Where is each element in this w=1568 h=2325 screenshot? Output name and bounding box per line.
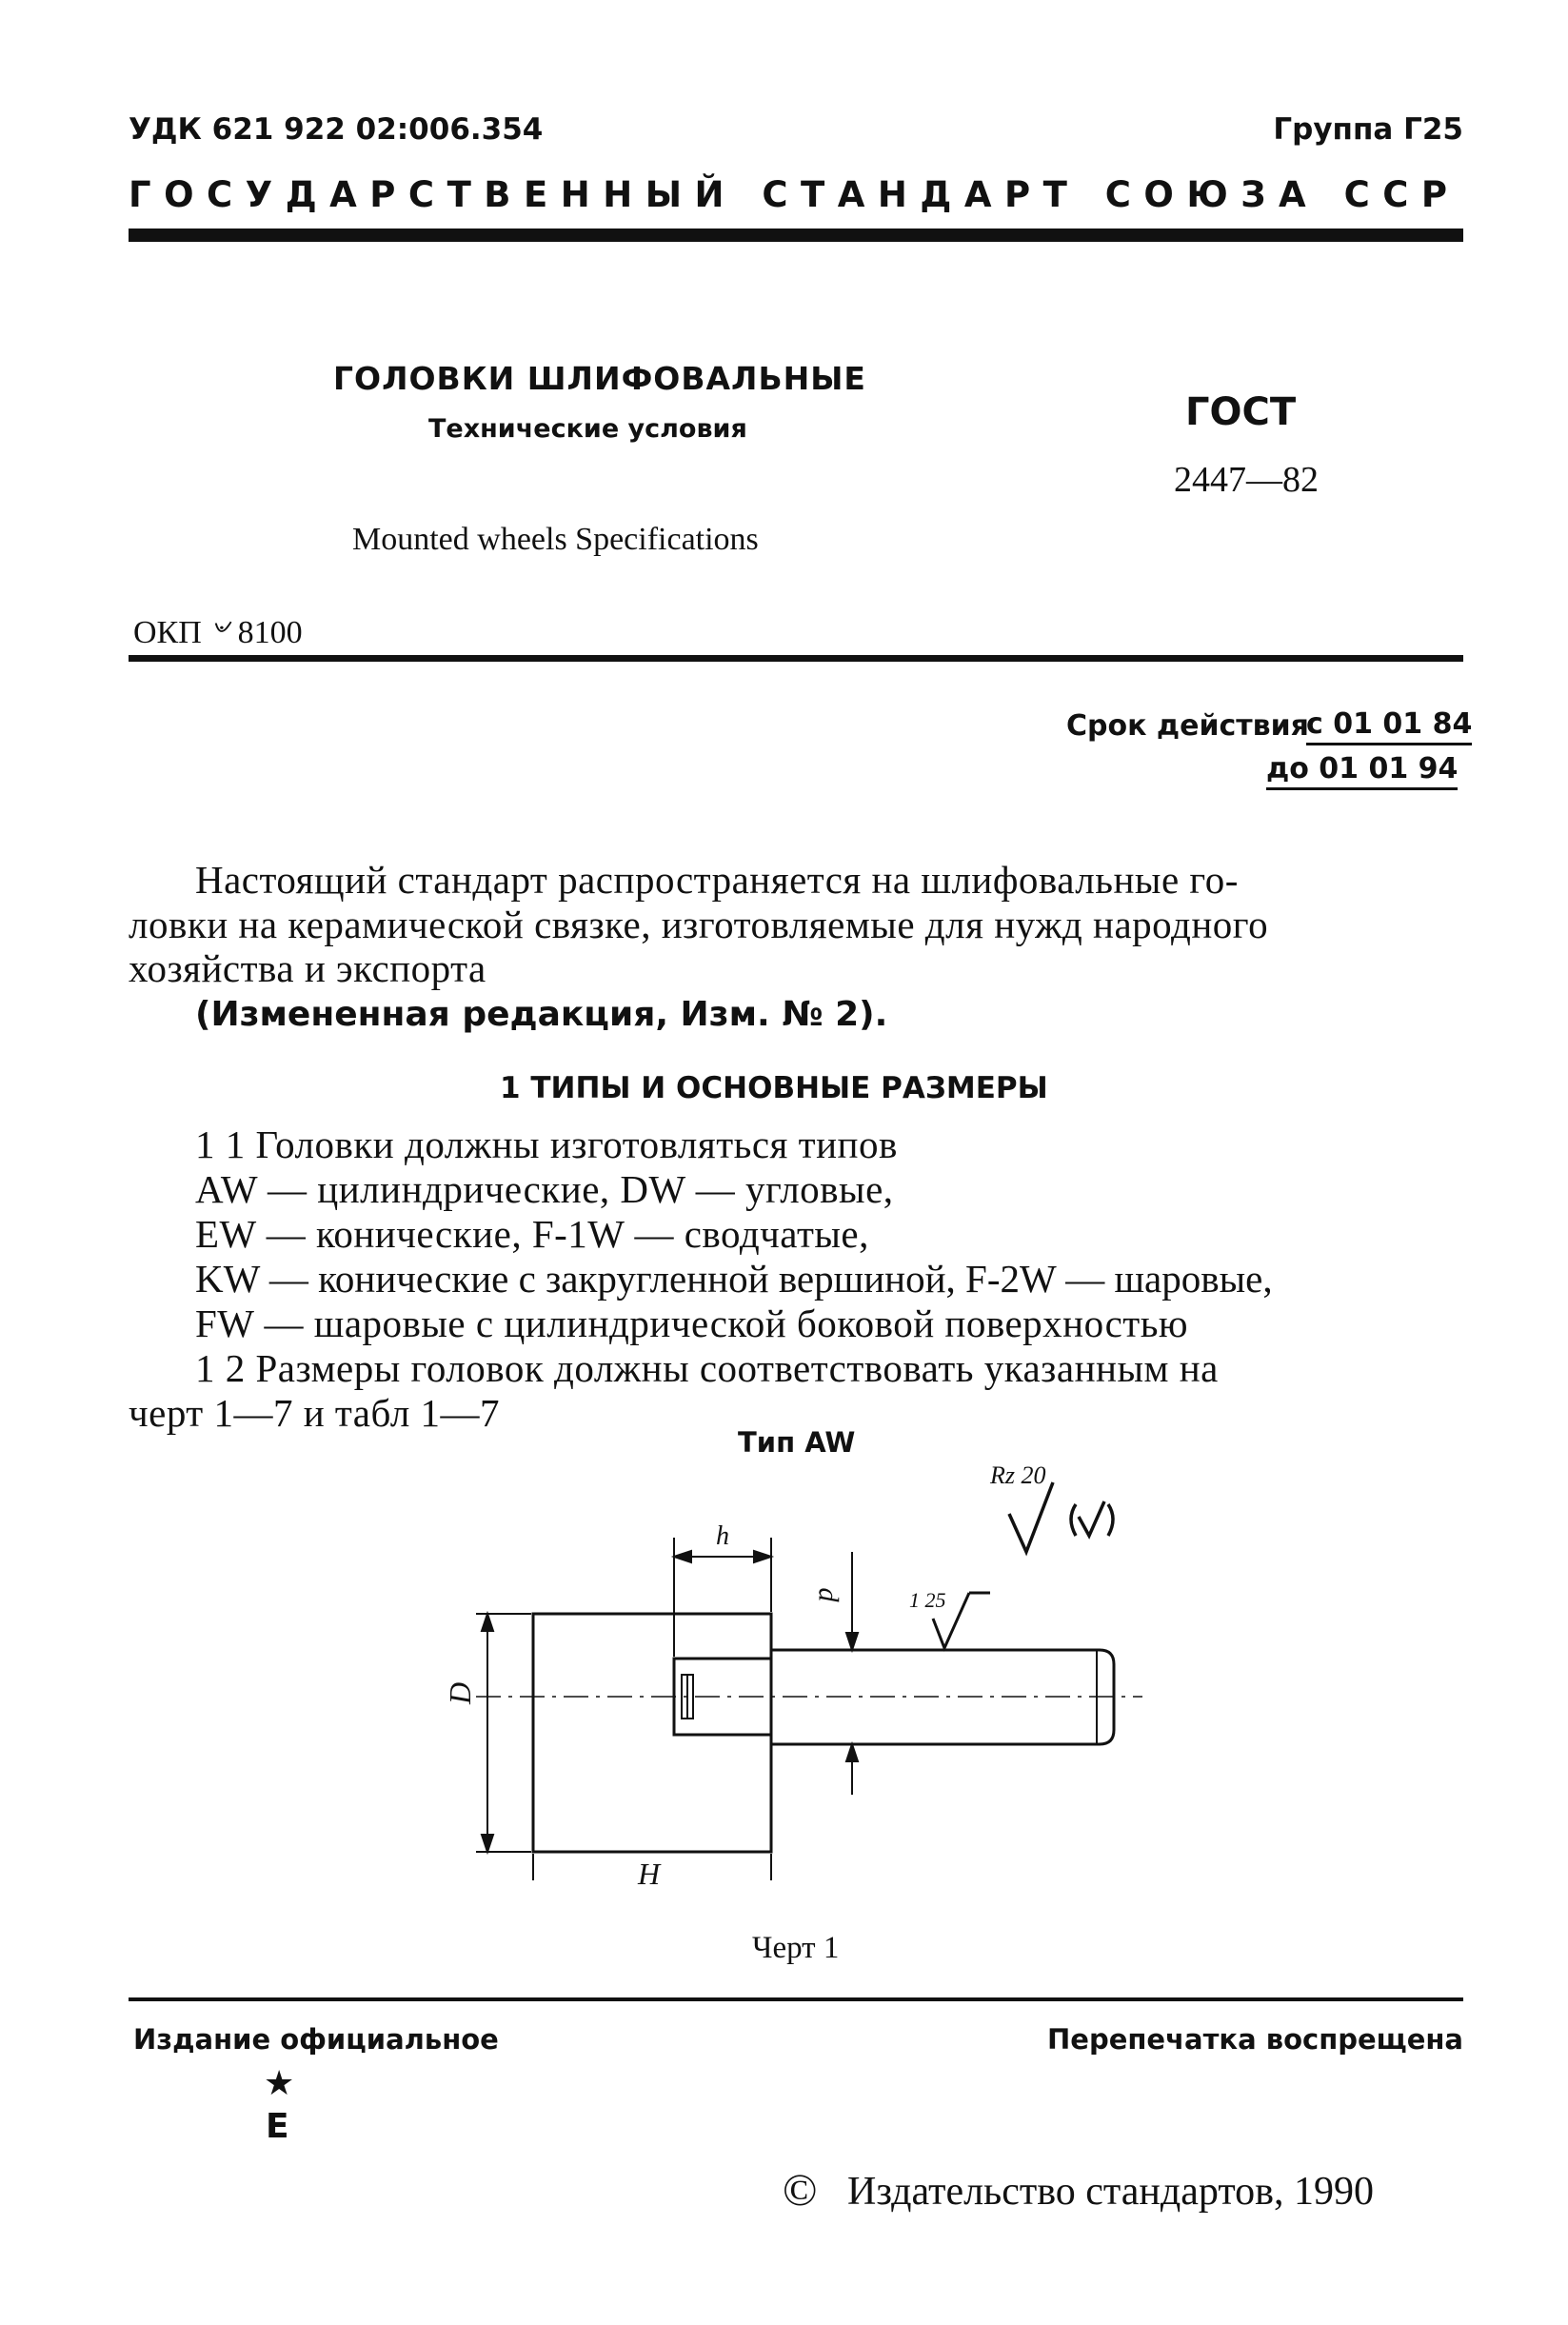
- publisher-line: Издательство стандартов, 1990: [847, 2170, 1374, 2214]
- section-line-3: EW — конические, F-1W — сводчатые,: [195, 1212, 869, 1256]
- amendment-note: (Измененная редакция, Изм. № 2).: [195, 995, 888, 1034]
- title-rule: [129, 655, 1463, 662]
- dim-d-label: d: [812, 1587, 844, 1602]
- section-line-5: FW — шаровые с цилиндрической боковой поверхностью: [195, 1302, 1189, 1345]
- dim-D-label: D: [443, 1681, 478, 1705]
- gost-number: 2447—82: [1174, 460, 1319, 500]
- document-subtitle: Технические условия: [428, 414, 747, 444]
- intro-line-3: хозяйства и экспорта: [129, 946, 486, 990]
- document-title: ГОЛОВКИ ШЛИФОВАЛЬНЫЕ: [333, 360, 866, 397]
- english-title: Mounted wheels Specifications: [352, 522, 759, 557]
- edition-letter: E: [266, 2107, 289, 2146]
- dim-h-label: h: [716, 1521, 729, 1551]
- group-code: Группа Г25: [1273, 112, 1463, 147]
- section-line-6: 1 2 Размеры головок должны соответствовать указанным на: [195, 1346, 1219, 1390]
- header-rule: [129, 229, 1463, 242]
- dim-H-label: H: [638, 1857, 661, 1891]
- okp-code: ОКП ৺ 8100: [133, 615, 303, 650]
- gost-label: ГОСТ: [1185, 390, 1297, 434]
- roughness-shank-label: 1 25: [909, 1588, 946, 1612]
- wheel-body: [533, 1614, 771, 1852]
- section-heading: 1 ТИПЫ И ОСНОВНЫЕ РАЗМЕРЫ: [500, 1071, 1048, 1105]
- section-line-1: 1 1 Головки должны изготовляться типов: [195, 1123, 898, 1166]
- roughness-other-label: [1066, 1497, 1108, 1537]
- figure-caption: Черт 1: [752, 1931, 840, 1965]
- figure-type-label: Тип AW: [738, 1426, 856, 1459]
- section-line-2: AW — цилиндрические, DW — угловые,: [195, 1167, 894, 1211]
- validity-to: до 01 01 94: [1266, 752, 1458, 790]
- validity-label: Срок действия: [1066, 709, 1309, 743]
- reprint-prohibited: Перепечатка воспрещена: [1047, 2023, 1463, 2056]
- udk-code: УДК 621 922 02:006.354: [129, 112, 544, 147]
- section-line-7: черт 1—7 и табл 1—7: [129, 1391, 501, 1435]
- official-edition: Издание официальное: [133, 2023, 499, 2056]
- validity-from: с 01 01 84: [1306, 707, 1472, 745]
- roughness-main-label: Rz 20: [990, 1461, 1046, 1489]
- intro-line-1: Настоящий стандарт распространяется на шлифовальные го-: [195, 858, 1239, 902]
- standard-banner: ГОСУДАРСТВЕННЫЙ СТАНДАРТ СОЮЗА ССР: [129, 174, 1460, 215]
- footer-rule: [129, 1997, 1463, 2001]
- section-line-4: KW — конические с закругленной вершиной, F-2W — шаровые,: [195, 1257, 1273, 1301]
- intro-line-2: ловки на керамической связке, изготовляемые для нужд народного: [129, 903, 1269, 946]
- copyright-symbol: ©: [783, 2165, 818, 2216]
- star-mark: ★: [264, 2064, 295, 2103]
